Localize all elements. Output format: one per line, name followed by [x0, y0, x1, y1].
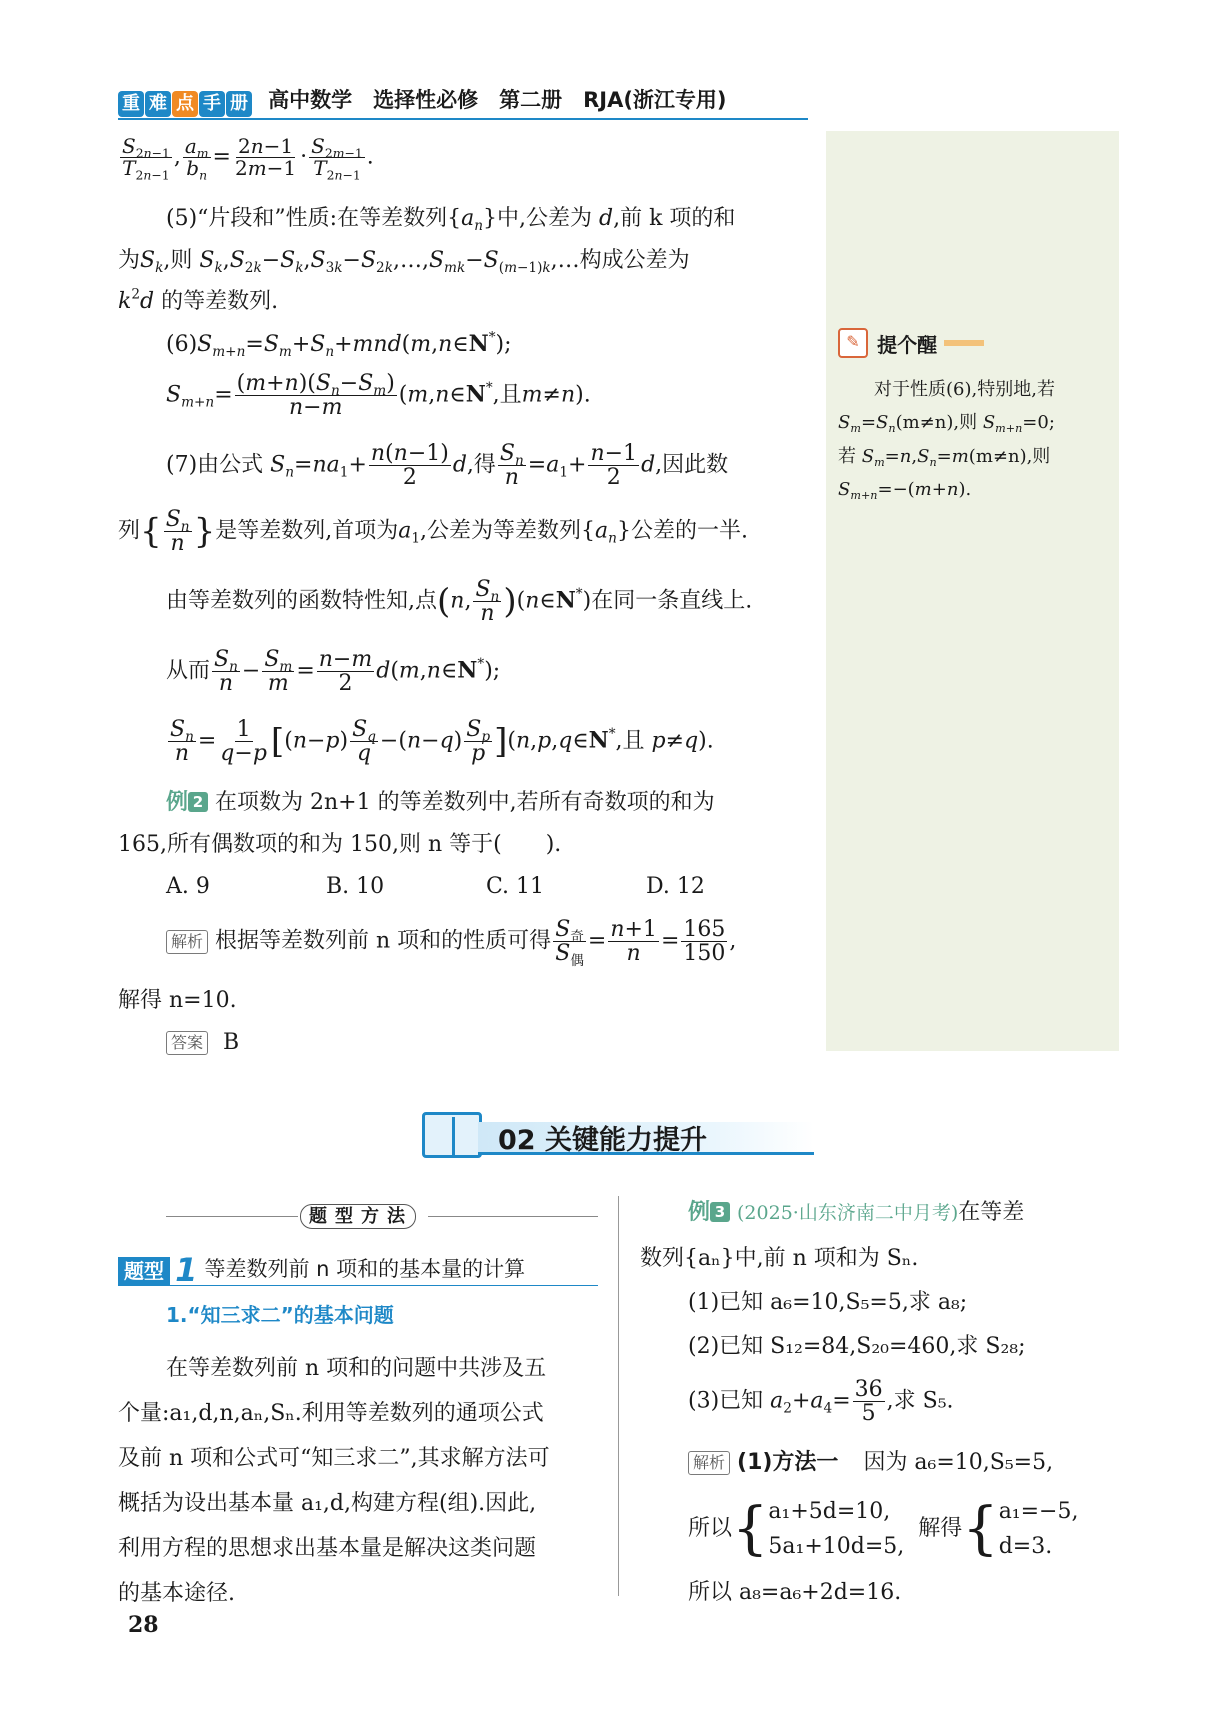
analysis-line-1: 解析 根据等差数列前 n 项和的性质可得 $\frac{S_奇}{S_偶}$ = $\frac{n+1}{n}$ = $\frac{165}{150}$ , [166, 918, 856, 965]
because-text: 因为 a₆=10,S₅=5, [863, 1450, 1054, 1475]
answer-value: B [223, 1030, 240, 1055]
example-2-line-2: 165,所有偶数项的和为 150,则 n 等于( ). [118, 832, 562, 857]
example-3-text: 在等差 [958, 1200, 1025, 1225]
final-result: 所以 a₈=a₆+2d=16. [688, 1580, 902, 1605]
header-badge-5: 册 [226, 91, 252, 117]
method-title [300, 1202, 416, 1228]
option-a: A. 9 [166, 874, 210, 899]
topic-heading [118, 1251, 598, 1289]
right-analysis-tag: 解析 [688, 1451, 730, 1475]
answer-tag: 答案 [166, 1031, 208, 1055]
section-title: 02 关键能力提升 [498, 1125, 707, 1156]
header-badge-3: 点 [172, 91, 198, 117]
example-3-number: 3 [710, 1202, 730, 1222]
property-7-line-1: (7)由公式 $S_n=na_1+$ $\frac{n(n-1)}{2}$ d,得 $\frac{S_n}{n}$ $=a_1+$ $\frac{n-1}{2}$ d,因此数 [166, 441, 729, 491]
page-number: 28 [128, 1612, 159, 1638]
header-title: 高中数学 选择性必修 第二册 RJA(浙江专用) [268, 88, 727, 112]
sidebar-line-3: 若 $S_m=n,S_n=m(m\ne n)$,则 [838, 445, 1051, 469]
left-para-line-3: 及前 n 项和公式可“知三求二”,其求解方法可 [118, 1446, 550, 1471]
example-3-line-1 [688, 1200, 1024, 1226]
left-para-line-1: 在等差数列前 n 项和的问题中共涉及五 [166, 1356, 547, 1381]
right-analysis-line [688, 1450, 1053, 1476]
column-divider [618, 1196, 619, 1596]
formula-ratio-line: $\frac{S_{2n-1}}{T_{2n-1}}$ , $\frac{a_m}{b_n}$ = $\frac{2n-1}{2m-1}$ · $\frac{S_{2m-1}}{T_{2n-1}}$ . [122, 134, 374, 183]
sidebar-line-4: $S_{m+n}=-(m+n)$. [838, 478, 972, 502]
option-b: B. 10 [326, 874, 385, 899]
solve-line: 解得 n=10. [118, 988, 237, 1013]
analysis-text: 根据等差数列前 n 项和的性质可得 [215, 928, 552, 954]
function-property-line: 由等差数列的函数特性知,点(n, $\frac{S_n}{n}$ )(n∈N*)在同一条直线上. [166, 577, 753, 627]
system-2-eq-1: a₁=−5, [998, 1499, 1079, 1524]
method-divider-left [166, 1216, 298, 1217]
book-icon [422, 1112, 482, 1158]
option-d: D. 12 [646, 874, 705, 899]
property-7-line-2: 列{ $\frac{S_n}{n}$ }是等差数列,首项为$a_1$,公差为等差数列$\{a_n\}$公差的一半. [118, 507, 748, 557]
example-2-text: 在项数为 2n+1 的等差数列中,若所有奇数项的和为 [215, 790, 715, 815]
left-paragraph [118, 1346, 608, 1616]
property-5-line-3: $k^2d$ 的等差数列. [118, 286, 279, 314]
sidebar-intro: 对于性质(6),特别地,若 [874, 379, 1055, 400]
left-para-line-4: 概括为设出基本量 a₁,d,构建方程(组).因此, [118, 1491, 537, 1516]
property-5-line-2: 为$S_k$,则 $S_k,S_{2k}-S_k,S_{3k}-S_{2k},\dots,S_{mk}-S_{(m-1)k},\dots$构成公差为 [118, 248, 690, 276]
sidebar-title: 提个醒 [877, 332, 938, 357]
method-one-label: (1)方法一 [737, 1450, 839, 1475]
example-2-options [166, 874, 856, 900]
equation-system-line: 所以{ a₁+5d=10, 5a₁+10d=5, 解得{ a₁=−5, d=3. [688, 1494, 1078, 1564]
example-2-label: 例 [166, 790, 189, 815]
left-para-line-5: 利用方程的思想求出基本量是解决这类问题 [118, 1536, 537, 1561]
example-3-source: (2025·山东济南二中月考) [737, 1202, 959, 1224]
sidebar-content [838, 373, 1112, 506]
sidebar-heading [838, 328, 984, 358]
header-badge-1: 重 [118, 91, 144, 117]
question-2: (2)已知 S₁₂=84,S₂₀=460,求 S₂₈; [688, 1334, 1026, 1359]
topic-number: 1 [175, 1251, 198, 1289]
example-3-label: 例 [688, 1200, 711, 1225]
pencil-icon: ✎ [838, 328, 868, 358]
subtopic-title: 1.“知三求二”的基本问题 [166, 1303, 394, 1327]
system-1-eq-1: a₁+5d=10, [768, 1499, 891, 1524]
method-title-text: 题型方法 [300, 1204, 416, 1229]
sidebar-line-2: $S_m=S_n(m\ne n)$,则 $S_{m+n}=0$; [838, 412, 1055, 436]
header-rule [118, 118, 808, 120]
header-badge-4: 手 [199, 91, 225, 117]
left-para-line-2: 个量:a₁,d,n,aₙ,Sₙ.利用等差数列的通项公式 [118, 1401, 544, 1426]
section-banner [422, 1112, 814, 1160]
topic-title: 等差数列前 n 项和的基本量的计算 [204, 1257, 526, 1281]
analysis-tag: 解析 [166, 930, 208, 954]
method-divider-right [428, 1216, 598, 1217]
system-2-eq-2: d=3. [998, 1534, 1053, 1560]
property-6-line-1: $(6)S_{m+n}=S_m+S_n+mnd(m,n\in N^*)$; [166, 329, 512, 360]
example-2-number: 2 [188, 792, 208, 812]
general-formula-line: $\frac{S_n}{n}$ = $\frac{1}{q-p}$ [(n−p) $\frac{S_q}{q}$ −(n−q) $\frac{S_p}{p}$ ](n,p,q∈N*,且 p≠q). [170, 717, 714, 767]
option-c: C. 11 [486, 874, 545, 899]
answer-line [166, 1030, 856, 1056]
page-header [118, 84, 798, 118]
property-6-line-2: $S_{m+n}=$ $\frac{(m+n)(S_n-S_m)}{n-m}$ (m,n∈N*,且m≠n). [166, 371, 591, 421]
sidebar-panel [826, 131, 1119, 1051]
system-1-eq-2: 5a₁+10d=5, [768, 1534, 905, 1560]
topic-tag: 题型 [118, 1257, 170, 1285]
example-2-line-1 [166, 790, 856, 816]
left-para-line-6: 的基本途径. [118, 1581, 235, 1606]
sidebar-title-underline [944, 340, 984, 346]
question-1: (1)已知 a₆=10,S₅=5,求 a₈; [688, 1290, 968, 1315]
property-5-line-1: (5)“片段和”性质:在等差数列$\{a_n\}$中,公差为 d,前 k 项的和 [166, 206, 736, 234]
thus-line: 从而 $\frac{S_n}{n}$ − $\frac{S_m}{m}$ = $\frac{n-m}{2}$ d(m,n∈N*); [166, 647, 501, 697]
example-3-line-2: 数列{aₙ}中,前 n 项和为 Sₙ. [640, 1246, 919, 1271]
header-badge-2: 难 [145, 91, 171, 117]
question-3: (3)已知 $a_2+a_4=$ $\frac{36}{5}$ ,求 S₅. [688, 1377, 954, 1427]
